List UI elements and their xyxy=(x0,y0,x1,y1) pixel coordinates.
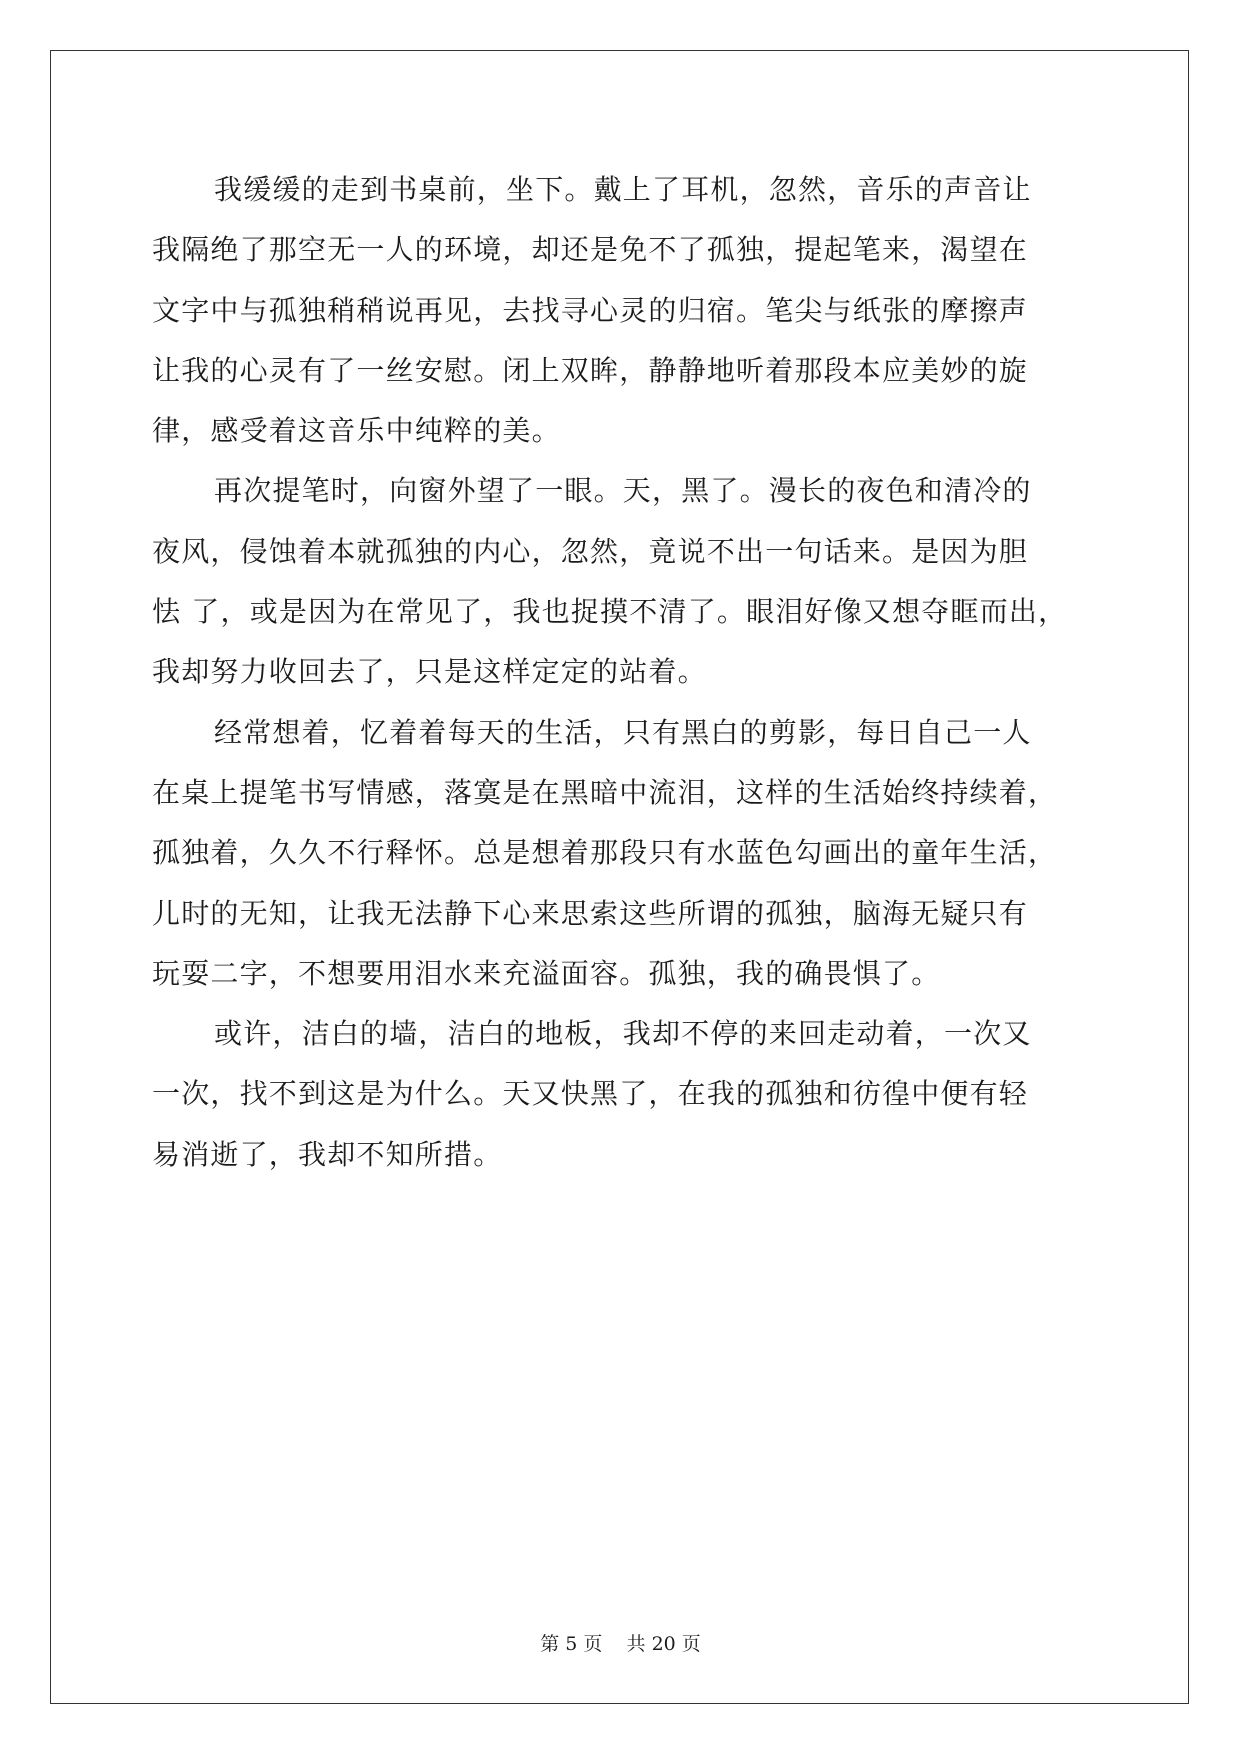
text-line: 我缓缓的走到书桌前，坐下。戴上了耳机，忽然，音乐的声音让 xyxy=(214,173,1032,206)
paragraph-4 xyxy=(152,1004,1088,1185)
text-line: 文字中与孤独稍稍说再见，去找寻心灵的归宿。笔尖与纸张的摩擦声 xyxy=(152,293,1029,327)
text-line: 怯 了，或是因为在常见了，我也捉摸不清了。眼泪好像又想夺眶而出， xyxy=(152,595,1068,629)
text-line: 再次提笔时，向窗外望了一眼。天，黑了。漫长的夜色和清冷的 xyxy=(214,474,1032,508)
text-line: 我却努力收回去了，只是这样定定的站着。 xyxy=(152,655,707,689)
document-body xyxy=(152,160,1088,1185)
text-line: 孤独着，久久不行释怀。总是想着那段只有水蓝色勾画出的童年生活， xyxy=(152,836,1058,870)
paragraph-3 xyxy=(152,703,1088,1004)
paragraph-1 xyxy=(152,160,1088,461)
text-line: 我隔绝了那空无一人的环境，却还是免不了孤独，提起笔来，渴望在 xyxy=(152,233,1029,267)
page-footer: 第 5 页 共 20 页 xyxy=(540,1633,701,1655)
text-line: 在桌上提笔书写情感，落寞是在黑暗中流泪，这样的生活始终持续着， xyxy=(152,775,1058,809)
text-line: 易消逝了，我却不知所措。 xyxy=(152,1137,503,1171)
text-line: 律，感受着这音乐中纯粹的美。 xyxy=(152,414,561,448)
paragraph-2 xyxy=(152,461,1088,702)
text-line: 玩耍二字，不想要用泪水来充溢面容。孤独，我的确畏惧了。 xyxy=(152,956,941,990)
text-line: 夜风，侵蚀着本就孤独的内心，忽然，竟说不出一句话来。是因为胆 xyxy=(152,534,1029,568)
text-line: 儿时的无知，让我无法静下心来思索这些所谓的孤独，脑海无疑只有 xyxy=(152,896,1029,930)
text-line: 经常想着，忆着着每天的生活，只有黑白的剪影，每日自己一人 xyxy=(214,715,1032,749)
text-line: 让我的心灵有了一丝安慰。闭上双眸，静静地听着那段本应美妙的旋 xyxy=(152,353,1029,387)
text-line: 一次，找不到这是为什么。天又快黑了，在我的孤独和彷徨中便有轻 xyxy=(152,1077,1029,1111)
text-line: 或许，洁白的墙，洁白的地板，我却不停的来回走动着，一次又 xyxy=(214,1017,1032,1051)
